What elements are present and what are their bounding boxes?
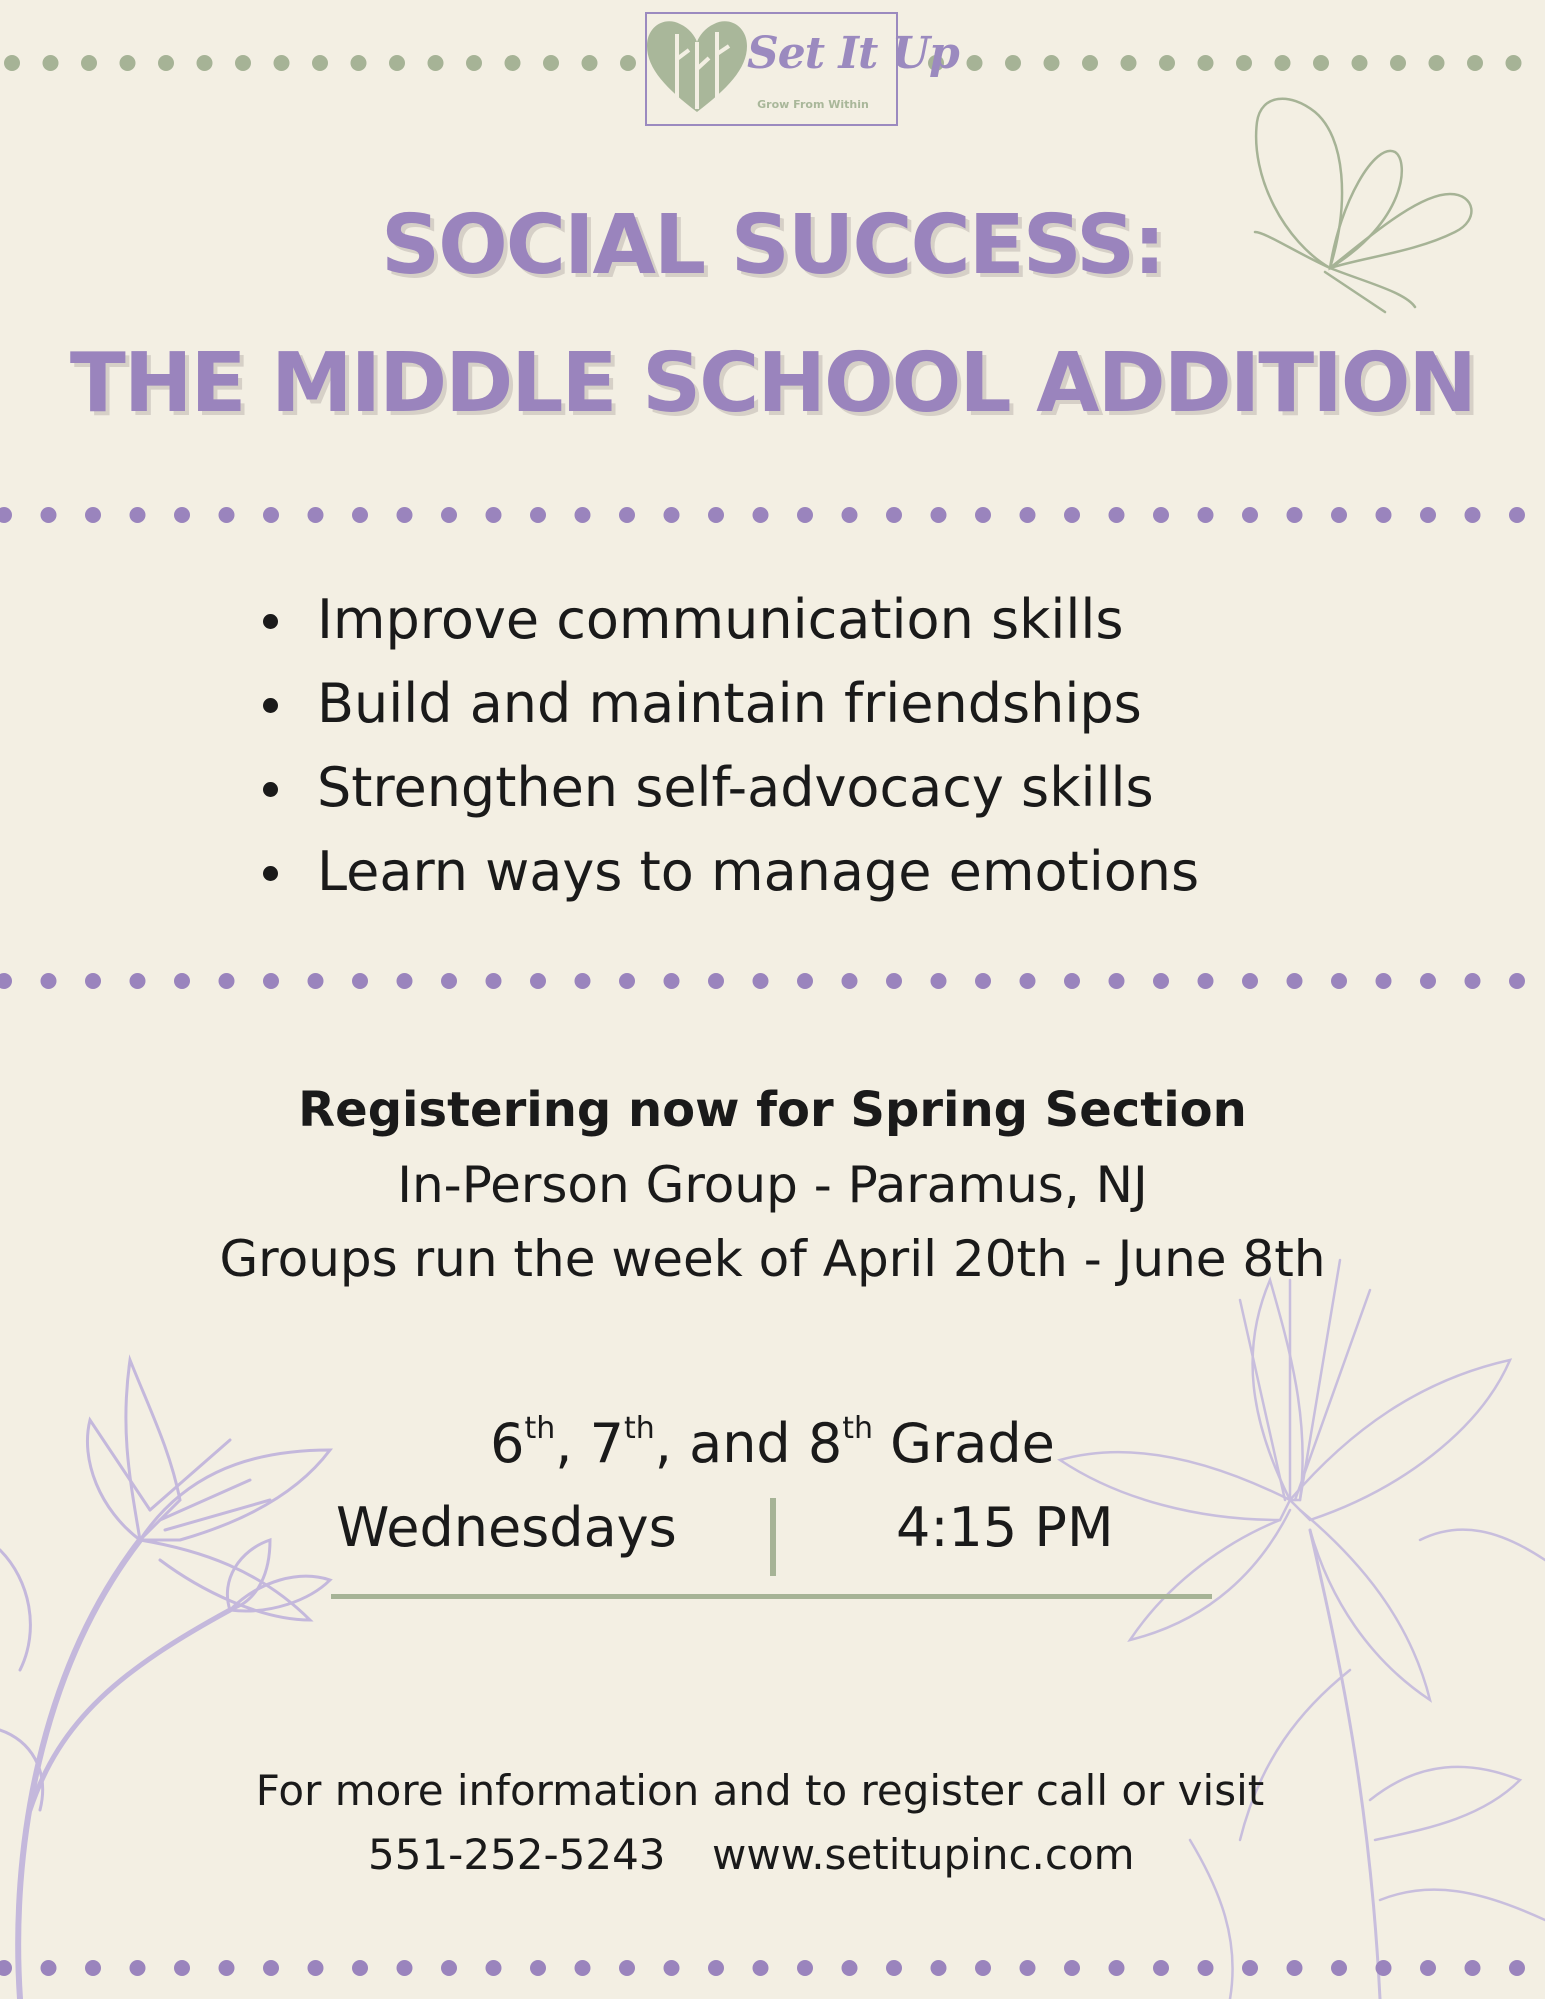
decorative-dot bbox=[1236, 55, 1252, 71]
decorative-dot bbox=[975, 973, 991, 989]
decorative-dot bbox=[1020, 1960, 1036, 1976]
decorative-dot bbox=[397, 1960, 413, 1976]
decorative-dot bbox=[975, 1960, 991, 1976]
decorative-dot bbox=[530, 1960, 546, 1976]
decorative-dot bbox=[1331, 973, 1347, 989]
decorative-dot bbox=[664, 507, 680, 523]
decorative-dot bbox=[967, 55, 983, 71]
decorative-dot bbox=[842, 973, 858, 989]
meeting-time: 4:15 PM bbox=[896, 1496, 1114, 1559]
decorative-dot bbox=[575, 1960, 591, 1976]
page-title-line-2: THE MIDDLE SCHOOL ADDITION bbox=[69, 336, 1476, 431]
decorative-dot bbox=[352, 1960, 368, 1976]
decorative-dot bbox=[1198, 973, 1214, 989]
benefits-list bbox=[255, 578, 1199, 914]
decorative-dot bbox=[582, 55, 598, 71]
decorative-dot bbox=[1352, 55, 1368, 71]
decorative-dot bbox=[1331, 1960, 1347, 1976]
decorative-dot bbox=[797, 1960, 813, 1976]
decorative-dot bbox=[505, 55, 521, 71]
decorative-dot bbox=[1242, 973, 1258, 989]
decorative-dot bbox=[575, 507, 591, 523]
decorative-dot bbox=[312, 55, 328, 71]
grade-levels bbox=[0, 1412, 1545, 1475]
decorative-dot bbox=[1420, 507, 1436, 523]
decorative-dot bbox=[708, 973, 724, 989]
decorative-dot bbox=[43, 55, 59, 71]
decorative-dot bbox=[1044, 55, 1060, 71]
list-item: Strengthen self-advocacy skills bbox=[255, 746, 1199, 830]
decorative-dot bbox=[530, 973, 546, 989]
meeting-day: Wednesdays bbox=[336, 1496, 677, 1559]
decorative-dot bbox=[308, 1960, 324, 1976]
decorative-dot bbox=[1005, 55, 1021, 71]
decorative-dot bbox=[1109, 1960, 1125, 1976]
contact-prompt: For more information and to register call or visit bbox=[255, 1766, 1265, 1815]
decorative-dot bbox=[620, 55, 636, 71]
decorative-dot bbox=[931, 1960, 947, 1976]
decorative-dot bbox=[1420, 973, 1436, 989]
separator: , bbox=[555, 1412, 590, 1475]
decorative-dot bbox=[1509, 507, 1525, 523]
decorative-dot bbox=[352, 507, 368, 523]
decorative-dot bbox=[1509, 973, 1525, 989]
decorative-dot bbox=[158, 55, 174, 71]
decorative-dot bbox=[575, 973, 591, 989]
decorative-dot bbox=[0, 507, 12, 523]
decorative-dot bbox=[1109, 973, 1125, 989]
decorative-dot bbox=[441, 507, 457, 523]
decorative-dot bbox=[81, 55, 97, 71]
decorative-dot bbox=[1064, 507, 1080, 523]
decorative-dot bbox=[619, 1960, 635, 1976]
decorative-dot bbox=[1467, 55, 1483, 71]
dot-divider-2 bbox=[0, 971, 1545, 991]
decorative-dot bbox=[886, 507, 902, 523]
contact-phone[interactable]: 551-252-5243 bbox=[368, 1830, 666, 1879]
decorative-dot bbox=[1082, 55, 1098, 71]
decorative-dot bbox=[308, 973, 324, 989]
ordinal-suffix: th bbox=[524, 1411, 556, 1446]
decorative-dot bbox=[1153, 973, 1169, 989]
decorative-dot bbox=[1376, 507, 1392, 523]
decorative-dot bbox=[274, 55, 290, 71]
decorative-dot bbox=[0, 1960, 12, 1976]
decorative-dot bbox=[797, 507, 813, 523]
decorative-dot bbox=[753, 1960, 769, 1976]
decorative-dot bbox=[1153, 1960, 1169, 1976]
decorative-dot bbox=[931, 973, 947, 989]
decorative-dot bbox=[174, 973, 190, 989]
decorative-dot bbox=[389, 55, 405, 71]
decorative-dot bbox=[130, 507, 146, 523]
decorative-dot bbox=[397, 507, 413, 523]
decorative-dot bbox=[1064, 973, 1080, 989]
decorative-dot bbox=[1198, 1960, 1214, 1976]
decorative-dot bbox=[1153, 507, 1169, 523]
decorative-dot bbox=[174, 1960, 190, 1976]
decorative-dot bbox=[85, 1960, 101, 1976]
separator: , and bbox=[654, 1412, 808, 1475]
decorative-dot bbox=[1429, 55, 1445, 71]
decorative-dot bbox=[219, 973, 235, 989]
decorative-dot bbox=[0, 973, 12, 989]
logo-tagline: Grow From Within bbox=[757, 98, 869, 111]
decorative-dot bbox=[1506, 55, 1522, 71]
decorative-dot bbox=[931, 507, 947, 523]
decorative-dot bbox=[1242, 1960, 1258, 1976]
decorative-dot bbox=[486, 973, 502, 989]
decorative-dot bbox=[797, 973, 813, 989]
decorative-dot bbox=[753, 507, 769, 523]
group-dates: Groups run the week of April 20th - June 8th bbox=[219, 1230, 1326, 1288]
decorative-dot bbox=[486, 1960, 502, 1976]
decorative-dot bbox=[842, 1960, 858, 1976]
decorative-dot bbox=[219, 1960, 235, 1976]
decorative-dot bbox=[543, 55, 559, 71]
decorative-dot bbox=[308, 507, 324, 523]
registration-heading: Registering now for Spring Section bbox=[298, 1082, 1247, 1138]
decorative-dot bbox=[530, 507, 546, 523]
decorative-dot bbox=[1242, 507, 1258, 523]
grade-7: 7 bbox=[589, 1412, 624, 1475]
decorative-dot bbox=[486, 507, 502, 523]
bottom-dot-border bbox=[0, 1958, 1545, 1978]
decorative-dot bbox=[263, 507, 279, 523]
decorative-dot bbox=[842, 507, 858, 523]
decorative-dot bbox=[197, 55, 213, 71]
decorative-dot bbox=[1376, 973, 1392, 989]
decorative-dot bbox=[441, 1960, 457, 1976]
decorative-dot bbox=[1109, 507, 1125, 523]
decorative-dot bbox=[886, 973, 902, 989]
schedule-divider bbox=[770, 1498, 776, 1576]
decorative-dot bbox=[1331, 507, 1347, 523]
decorative-dot bbox=[886, 1960, 902, 1976]
schedule-underline bbox=[331, 1594, 1212, 1599]
decorative-dot bbox=[1465, 507, 1481, 523]
decorative-dot bbox=[664, 1960, 680, 1976]
heart-tree-logo-icon bbox=[647, 14, 747, 124]
list-item: Learn ways to manage emotions bbox=[255, 830, 1199, 914]
decorative-dot bbox=[1121, 55, 1137, 71]
decorative-dot bbox=[85, 973, 101, 989]
decorative-dot bbox=[263, 973, 279, 989]
company-logo bbox=[645, 12, 959, 126]
decorative-dot bbox=[708, 507, 724, 523]
decorative-dot bbox=[664, 973, 680, 989]
decorative-dot bbox=[41, 973, 57, 989]
decorative-dot bbox=[4, 55, 20, 71]
decorative-dot bbox=[1313, 55, 1329, 71]
decorative-dot bbox=[466, 55, 482, 71]
decorative-dot bbox=[1390, 55, 1406, 71]
decorative-dot bbox=[428, 55, 444, 71]
decorative-dot bbox=[1509, 1960, 1525, 1976]
decorative-dot bbox=[1198, 507, 1214, 523]
decorative-dot bbox=[1287, 973, 1303, 989]
decorative-dot bbox=[1020, 507, 1036, 523]
decorative-dot bbox=[619, 507, 635, 523]
decorative-dot bbox=[975, 507, 991, 523]
decorative-dot bbox=[41, 1960, 57, 1976]
ordinal-suffix: th bbox=[624, 1411, 655, 1446]
decorative-dot bbox=[1275, 55, 1291, 71]
decorative-dot bbox=[1020, 973, 1036, 989]
grade-word: Grade bbox=[873, 1412, 1055, 1475]
ordinal-suffix: th bbox=[842, 1411, 874, 1446]
decorative-dot bbox=[351, 55, 367, 71]
decorative-dot bbox=[1287, 507, 1303, 523]
decorative-dot bbox=[235, 55, 251, 71]
decorative-dot bbox=[619, 973, 635, 989]
decorative-dot bbox=[352, 973, 368, 989]
lily-flower-icon bbox=[0, 1250, 360, 1999]
page-title-line-1: SOCIAL SUCCESS: bbox=[381, 198, 1164, 293]
decorative-dot bbox=[1159, 55, 1175, 71]
decorative-dot bbox=[85, 507, 101, 523]
list-item: Improve communication skills bbox=[255, 578, 1199, 662]
decorative-dot bbox=[219, 507, 235, 523]
decorative-dot bbox=[708, 1960, 724, 1976]
decorative-dot bbox=[1420, 1960, 1436, 1976]
dot-divider-1 bbox=[0, 505, 1545, 525]
decorative-dot bbox=[41, 507, 57, 523]
contact-website[interactable]: www.setitupinc.com bbox=[712, 1830, 1135, 1879]
decorative-dot bbox=[1064, 1960, 1080, 1976]
lily-flower-icon bbox=[1040, 1240, 1545, 1999]
logo-wordmark: Set It Up bbox=[747, 28, 959, 79]
decorative-dot bbox=[1465, 1960, 1481, 1976]
decorative-dot bbox=[1198, 55, 1214, 71]
decorative-dot bbox=[1465, 973, 1481, 989]
list-item: Build and maintain friendships bbox=[255, 662, 1199, 746]
decorative-dot bbox=[120, 55, 136, 71]
decorative-dot bbox=[263, 1960, 279, 1976]
decorative-dot bbox=[1287, 1960, 1303, 1976]
decorative-dot bbox=[441, 973, 457, 989]
grade-8: 8 bbox=[807, 1412, 843, 1475]
decorative-dot bbox=[397, 973, 413, 989]
decorative-dot bbox=[753, 973, 769, 989]
decorative-dot bbox=[130, 1960, 146, 1976]
decorative-dot bbox=[174, 507, 190, 523]
decorative-dot bbox=[130, 973, 146, 989]
decorative-dot bbox=[1376, 1960, 1392, 1976]
group-location: In-Person Group - Paramus, NJ bbox=[397, 1156, 1148, 1214]
grade-6: 6 bbox=[490, 1412, 525, 1475]
